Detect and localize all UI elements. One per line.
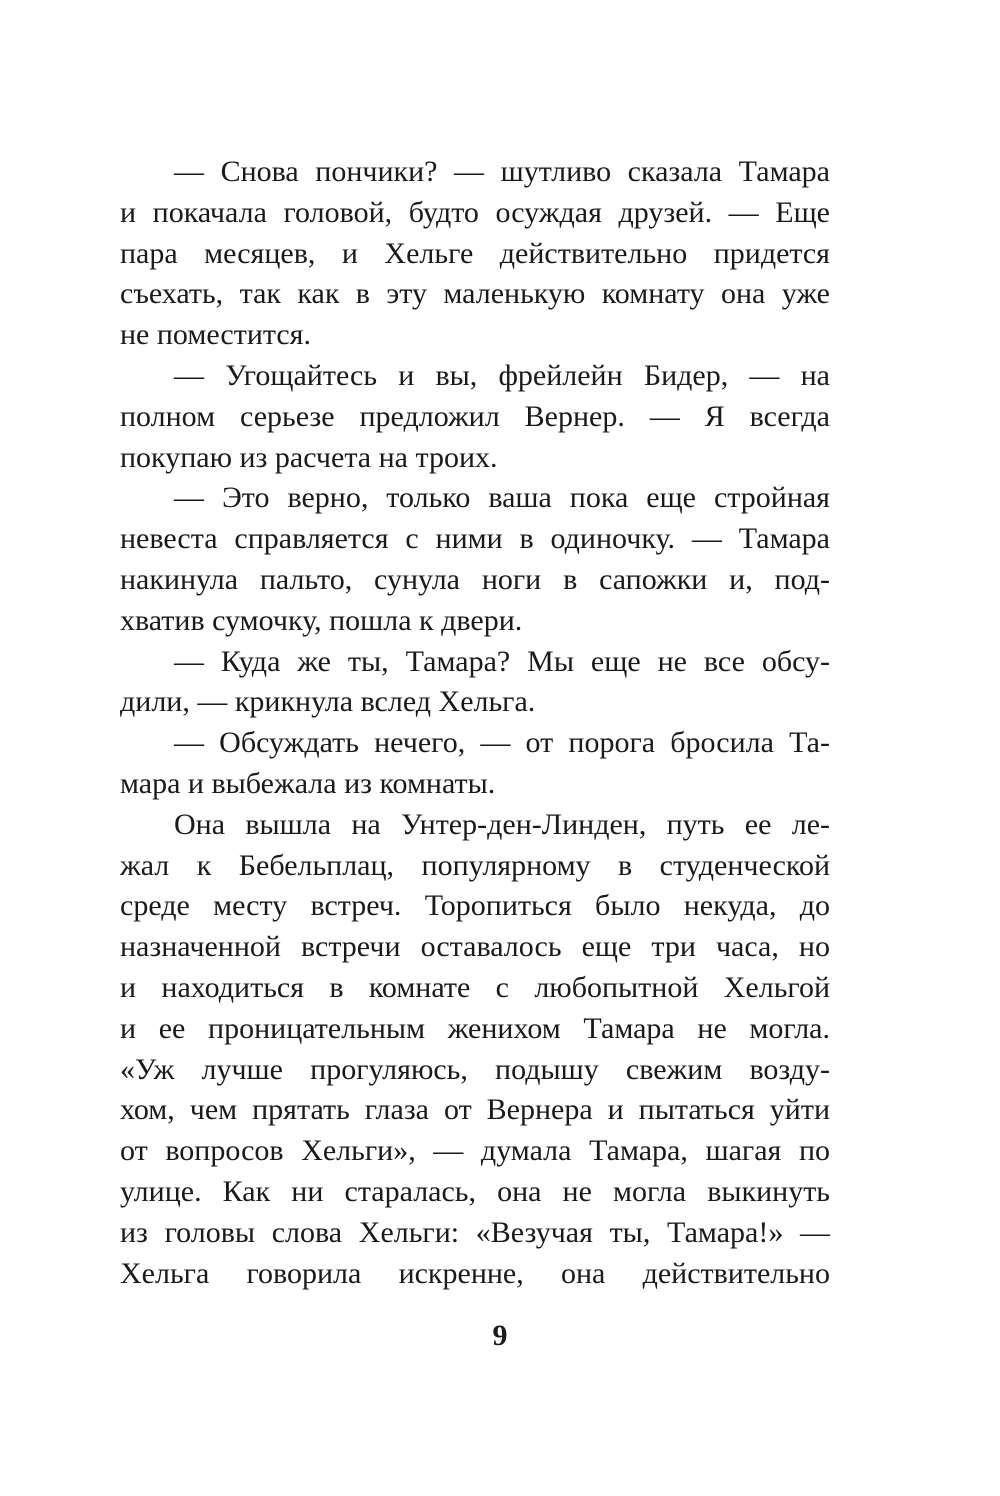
text-line: не поместится. bbox=[120, 318, 311, 352]
text-line: покупаю из расчета на троих. bbox=[120, 440, 498, 474]
text-line: и ее проницательным женихом Тамара не могла. bbox=[120, 1011, 830, 1045]
text-line: жал к Бебельплац, популярному в студенческой bbox=[120, 848, 830, 882]
paragraph bbox=[120, 152, 830, 356]
text-line: мара и выбежала из комнаты. bbox=[120, 766, 496, 800]
text-line: «Уж лучше прогуляюсь, подышу свежим возду- bbox=[120, 1052, 830, 1086]
text-line: — Снова пончики? — шутливо сказала Тамара bbox=[174, 155, 830, 188]
text-line: хватив сумочку, пошла к двери. bbox=[120, 603, 523, 637]
text-line: пара месяцев, и Хельге действительно придется bbox=[120, 236, 830, 270]
paragraph bbox=[120, 723, 830, 805]
text-line: хом, чем прятать глаза от Вернера и пытаться уйти bbox=[120, 1093, 830, 1127]
text-line: и находиться в комнате с любопытной Хельгой bbox=[120, 970, 830, 1004]
text-line: назначенной встречи оставалось еще три часа, но bbox=[120, 930, 830, 964]
text-line: — Это верно, только ваша пока еще стройная bbox=[174, 481, 830, 515]
text-line: — Обсуждать нечего, — от порога бросила Та- bbox=[174, 726, 830, 760]
page-number: 9 bbox=[492, 1319, 508, 1352]
text-line: Хельга говорила искренне, она действительно bbox=[120, 1256, 830, 1290]
text-line: Она вышла на Унтер-ден-Линден, путь ее ле- bbox=[174, 807, 830, 841]
text-line: полном серьезе предложил Вернер. — Я всегда bbox=[120, 399, 830, 433]
text-line: накинула пальто, сунула ноги в сапожки и, под- bbox=[120, 562, 830, 596]
paragraph bbox=[120, 642, 830, 724]
text-line: среде месту встреч. Торопиться было некуда, до bbox=[120, 889, 830, 923]
text-line: и покачала головой, будто осуждая друзей. — Еще bbox=[120, 195, 830, 229]
text-line: дили, — крикнула вслед Хельга. bbox=[120, 685, 536, 719]
text-line: невеста справляется с ними в одиночку. — Тамара bbox=[120, 522, 830, 556]
paragraph bbox=[120, 356, 830, 478]
text-line: из головы слова Хельги: «Везучая ты, Тамара!» — bbox=[120, 1215, 830, 1249]
body-text bbox=[120, 152, 830, 1294]
text-line: съехать, так как в эту маленькую комнату она уже bbox=[120, 277, 830, 311]
text-line: — Угощайтесь и вы, фрейлейн Бидер, — на bbox=[174, 358, 830, 392]
paragraph bbox=[120, 805, 830, 1295]
text-line: улице. Как ни старалась, она не могла выкинуть bbox=[120, 1174, 830, 1208]
text-line: — Куда же ты, Тамара? Мы еще не все обсу- bbox=[174, 644, 830, 678]
paragraph bbox=[120, 478, 830, 641]
text-line: от вопросов Хельги», — думала Тамара, шагая по bbox=[120, 1134, 830, 1168]
